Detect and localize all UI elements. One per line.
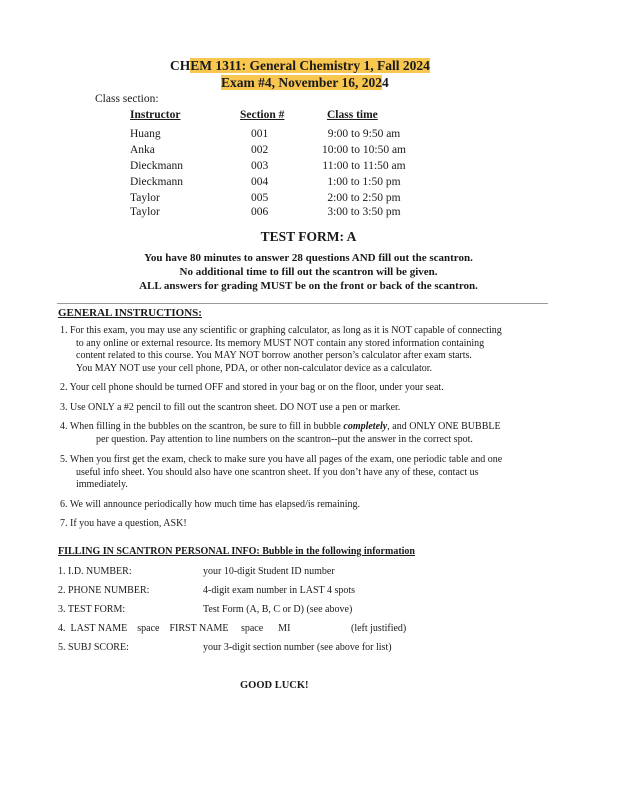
col-section: Section # [240, 109, 285, 121]
instruction-1-line-1: 1. For this exam, you may use any scientific or graphing calculator, as long as it is NOT capable of connecting [60, 325, 502, 336]
instructor-cell: Dieckmann [130, 160, 184, 172]
course-title-highlighted: EM 1311: General Chemistry 1, Fall 2024 [190, 58, 430, 73]
table-row [0, 144, 617, 158]
instructor-cell: Taylor [130, 206, 160, 218]
col-instructor: Instructor [130, 109, 181, 121]
instruction-item-3 [60, 402, 560, 415]
instruction-4-line-2: per question. Pay attention to line numbers on the scantron--put the answer in the correct spot. [96, 433, 473, 445]
instructor-cell: Huang [130, 128, 161, 140]
instruction-item-4 [60, 421, 560, 446]
notice-line-2: No additional time to fill out the scantron will be given. [179, 266, 438, 278]
scantron-info-heading: FILLING IN SCANTRON PERSONAL INFO: Bubble in the following information [58, 546, 415, 557]
closing-good-luck: GOOD LUCK! [240, 680, 309, 691]
exam-date-post: 4 [382, 75, 389, 90]
instruction-item-6 [60, 499, 560, 512]
time-cell: 2:00 to 2:50 pm [327, 192, 401, 204]
section-divider [57, 303, 548, 304]
instruction-1-line-2: to any online or external resource. Its memory MUST NOT contain any stored information containing [76, 337, 485, 349]
scantron-item-4-label: 4. LAST NAME space FIRST NAME space MI [58, 623, 291, 634]
test-form-label: TEST FORM: A [260, 229, 357, 244]
table-row [0, 176, 617, 190]
scantron-item-3-value: Test Form (A, B, C or D) (see above) [203, 604, 353, 615]
scantron-item-1-label: 1. I.D. NUMBER: [58, 566, 132, 577]
instruction-2-line-1: 2. Your cell phone should be turned OFF and stored in your bag or on the floor, under your seat. [60, 382, 444, 393]
section-cell: 003 [251, 160, 269, 172]
instruction-4-text-post: , and ONLY ONE BUBBLE [387, 421, 501, 432]
instruction-item-2 [60, 382, 560, 395]
time-cell: 3:00 to 3:50 pm [327, 206, 401, 218]
instruction-1-line-4: You MAY NOT use your cell phone, PDA, or other non-calculator device as a calculator. [76, 362, 433, 374]
section-cell: 002 [251, 144, 269, 156]
instruction-item-7 [60, 518, 560, 531]
instructor-cell: Taylor [130, 192, 160, 204]
scantron-item-1-value: your 10-digit Student ID number [203, 566, 335, 577]
time-cell: 10:00 to 10:50 am [321, 144, 406, 156]
time-cell: 1:00 to 1:50 pm [327, 176, 401, 188]
time-cell: 11:00 to 11:50 am [322, 160, 406, 172]
section-cell: 006 [251, 206, 269, 218]
table-row [0, 206, 617, 220]
table-row [0, 160, 617, 174]
instruction-4-text: 4. When filling in the bubbles on the scantron, be sure to fill in bubble [60, 421, 344, 432]
instruction-6-line-1: 6. We will announce periodically how much time has elapsed/is remaining. [60, 499, 361, 510]
scantron-item-4-value: (left justified) [351, 623, 407, 634]
section-cell: 001 [251, 128, 269, 140]
instruction-5-line-3: immediately. [76, 479, 128, 490]
instruction-7-line-1: 7. If you have a question, ASK! [60, 518, 187, 529]
instruction-item-1 [60, 325, 560, 375]
section-table-header [0, 109, 617, 123]
instructor-cell: Anka [130, 144, 155, 156]
instruction-3-line-1: 3. Use ONLY a #2 pencil to fill out the scantron sheet. DO NOT use a pen or marker. [60, 402, 401, 413]
scantron-item-2-value: 4-digit exam number in LAST 4 spots [203, 585, 356, 596]
section-cell: 005 [251, 192, 269, 204]
col-class-time: Class time [327, 109, 378, 121]
time-cell: 9:00 to 9:50 am [327, 128, 401, 140]
scantron-item-5-label: 5. SUBJ SCORE: [58, 642, 129, 653]
section-cell: 004 [251, 176, 269, 188]
notice-line-1: You have 80 minutes to answer 28 questions AND fill out the scantron. [144, 252, 473, 264]
notice-line-3: ALL answers for grading MUST be on the front or back of the scantron. [139, 280, 478, 292]
instruction-4-emphasis: completely [343, 421, 388, 432]
course-title-pre: CH [170, 58, 191, 73]
instruction-4-line-1 [60, 421, 560, 434]
instruction-5-line-1: 5. When you first get the exam, check to make sure you have all pages of the exam, one periodic table and one [60, 454, 503, 465]
scantron-item-2-label: 2. PHONE NUMBER: [58, 585, 150, 596]
exam-date-highlighted: Exam #4, November 16, 202 [221, 75, 382, 90]
table-row [0, 192, 617, 206]
course-title [170, 58, 430, 74]
instruction-1-line-3: content related to this course. You MAY NOT borrow another person’s calculator after exam starts. [76, 350, 472, 361]
general-instructions-heading: GENERAL INSTRUCTIONS: [58, 307, 202, 319]
scantron-item-3-label: 3. TEST FORM: [58, 604, 126, 615]
class-section-label: Class section: [95, 93, 159, 105]
instruction-item-5 [60, 454, 560, 492]
scantron-item-5-value: your 3-digit section number (see above for list) [203, 642, 392, 653]
instructor-cell: Dieckmann [130, 176, 184, 188]
table-row [0, 128, 617, 142]
instruction-5-line-2: useful info sheet. You should also have one scantron sheet. If you don’t have any of these, contact us [76, 466, 479, 478]
exam-date-line [221, 75, 389, 91]
